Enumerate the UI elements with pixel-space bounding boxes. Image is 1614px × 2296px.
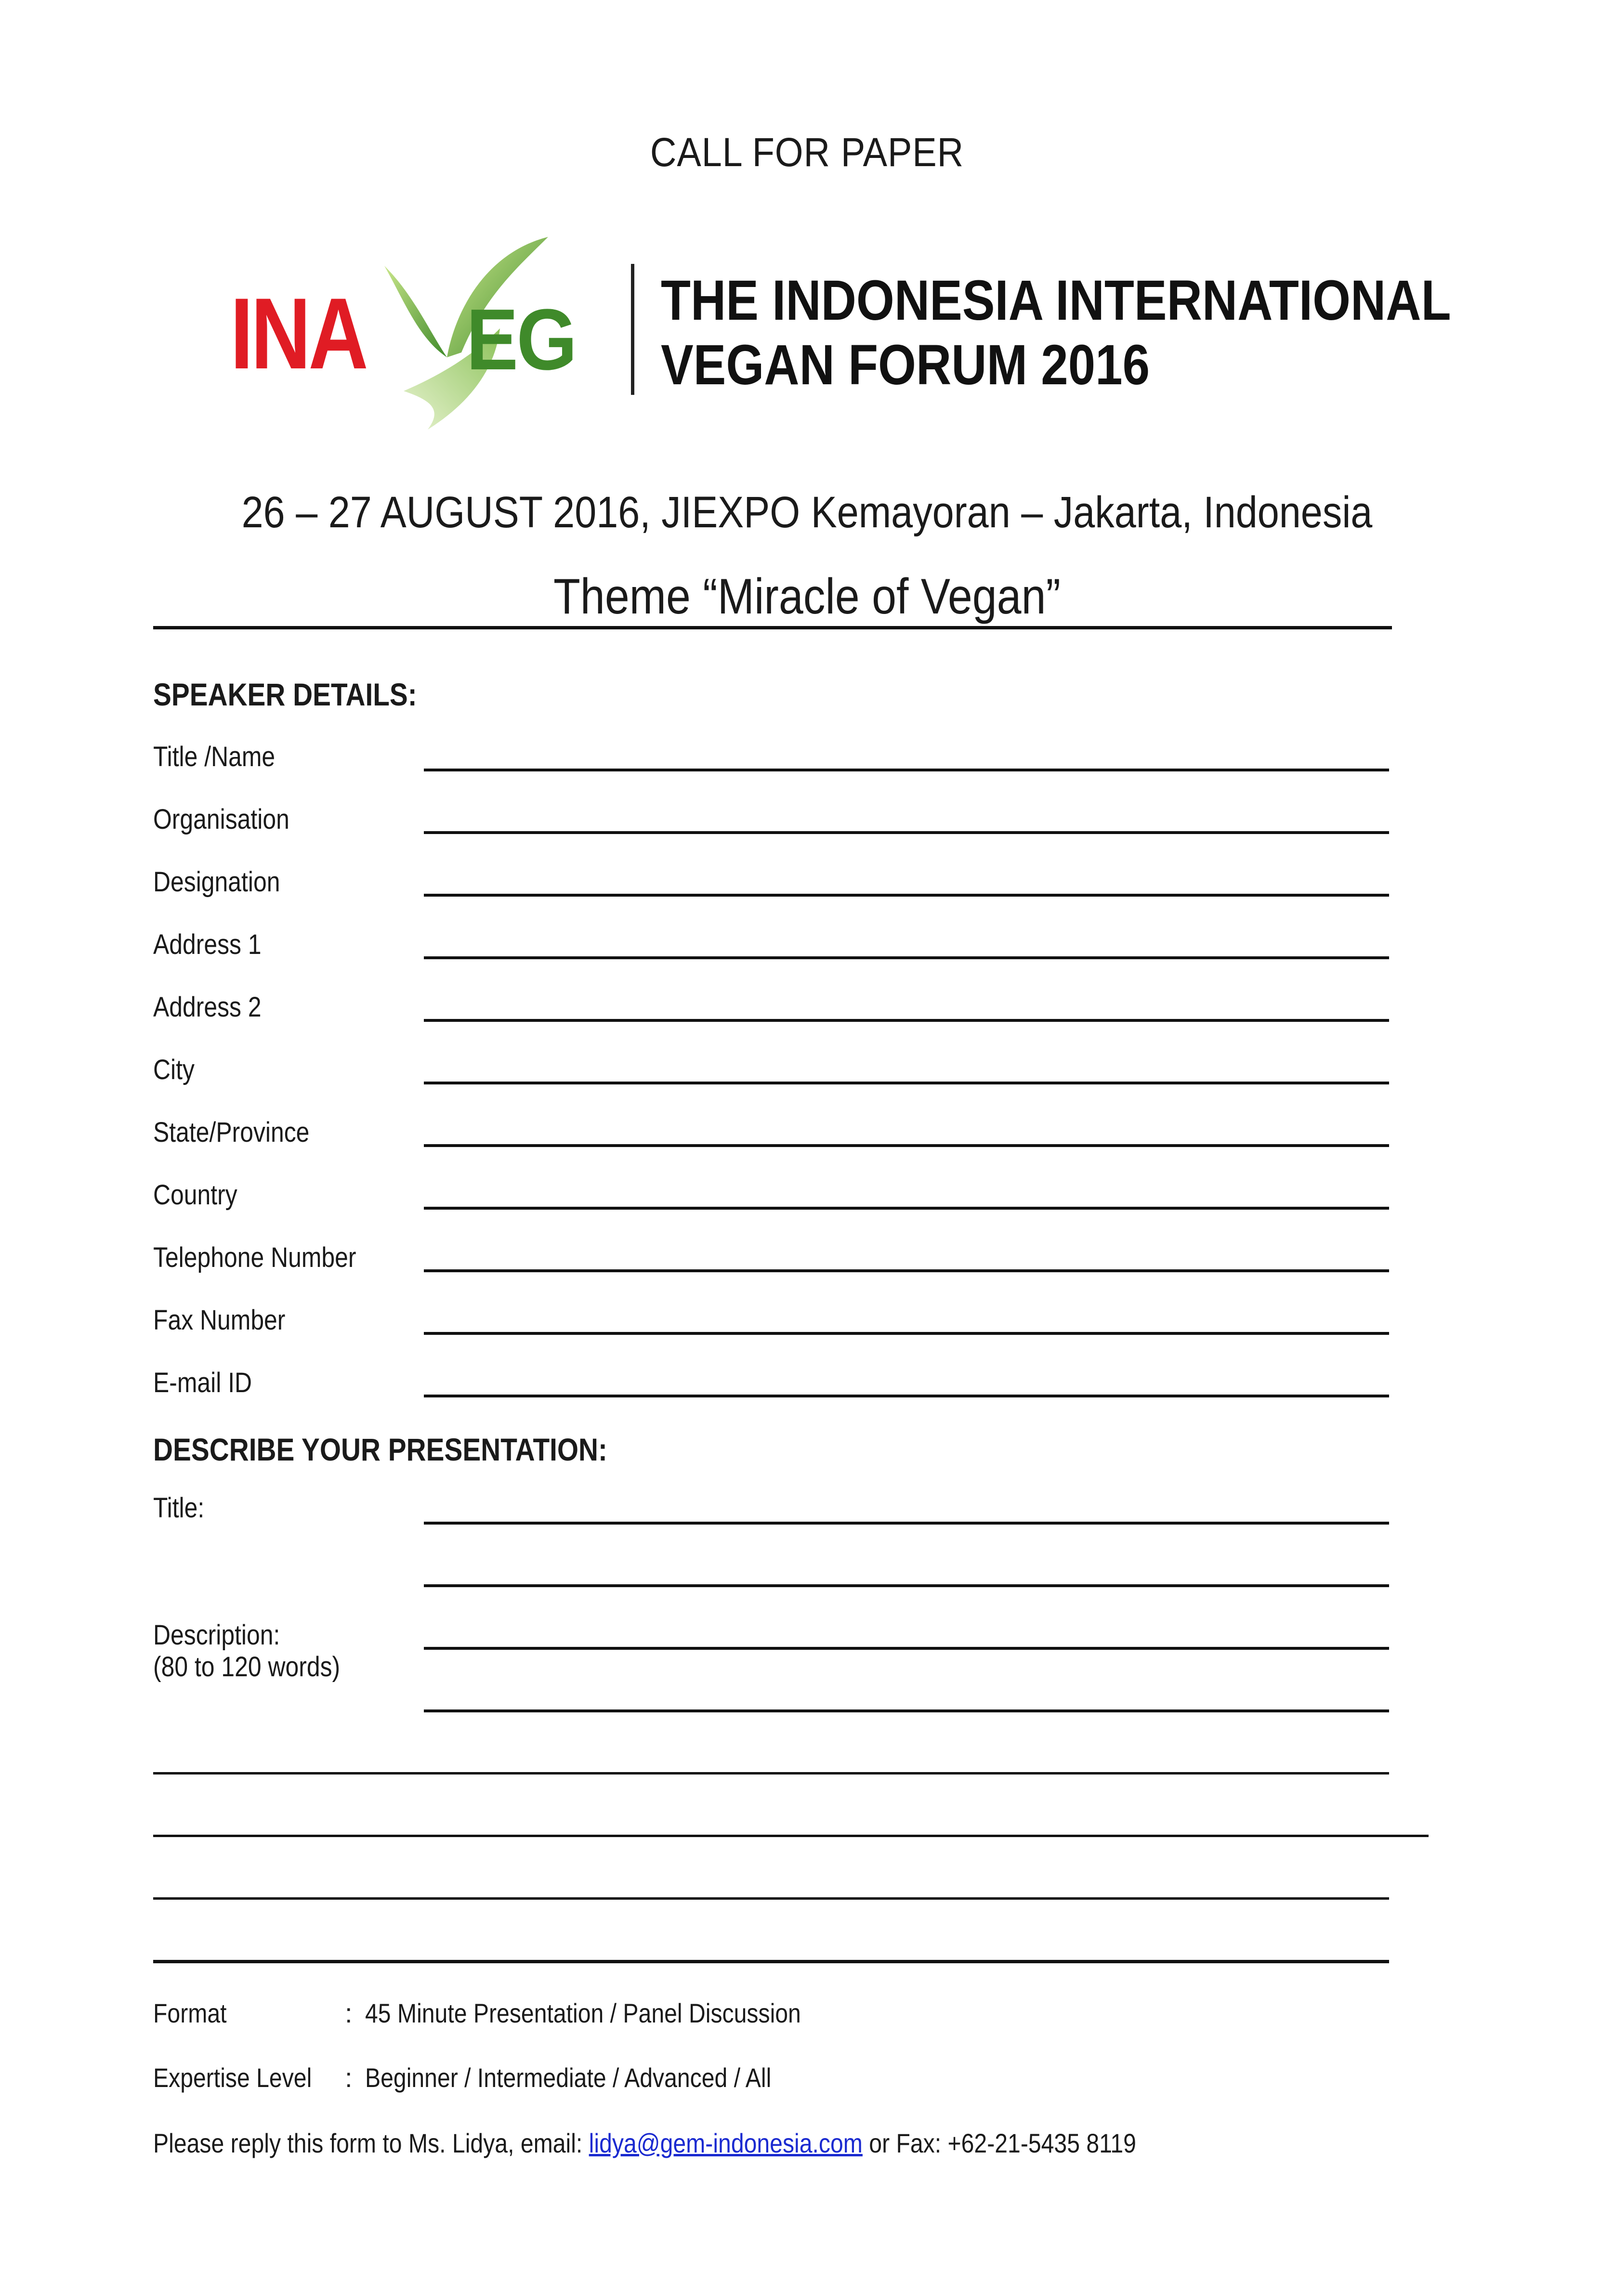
presentation-heading: DESCRIBE YOUR PRESENTATION: [153, 1432, 607, 1467]
date-venue: 26 – 27 AUGUST 2016, JIEXPO Kemayoran – Jakarta, Indonesia [241, 488, 1373, 537]
field-label-address-1: Address 1 [153, 929, 262, 960]
description-line-5[interactable] [153, 1897, 1389, 1900]
field-line-address-1[interactable] [424, 956, 1389, 959]
field-label-address-2: Address 2 [153, 991, 262, 1023]
presentation-title-line-1[interactable] [424, 1522, 1389, 1525]
field-line-country[interactable] [424, 1207, 1389, 1210]
field-label-country: Country [153, 1179, 237, 1211]
field-line-title-name[interactable] [424, 769, 1389, 771]
field-line-address-2[interactable] [424, 1019, 1389, 1022]
format-value: 45 Minute Presentation / Panel Discussion [365, 1998, 801, 2028]
logo-divider [631, 264, 634, 395]
field-line-fax[interactable] [424, 1332, 1389, 1335]
field-label-city: City [153, 1054, 195, 1085]
call-for-paper-title: CALL FOR PAPER [650, 130, 964, 175]
field-label-title-name: Title /Name [153, 741, 276, 772]
field-label-fax: Fax Number [153, 1305, 286, 1336]
expertise-label: Expertise Level [153, 2062, 312, 2093]
reply-prefix: Please reply this form to Ms. Lidya, email: [153, 2128, 589, 2158]
expertise-value: Beginner / Intermediate / Advanced / All [365, 2062, 772, 2093]
reply-suffix: or Fax: +62-21-5435 8119 [862, 2128, 1136, 2158]
description-line-2[interactable] [424, 1709, 1389, 1712]
field-line-organisation[interactable] [424, 831, 1389, 834]
field-line-city[interactable] [424, 1082, 1389, 1084]
description-label: Description: [153, 1619, 280, 1651]
field-label-email: E-mail ID [153, 1367, 252, 1398]
logo-text-ina: INA [230, 277, 366, 390]
presentation-title-line-2[interactable] [424, 1584, 1389, 1587]
theme-underline [153, 626, 1392, 629]
description-hint: (80 to 120 words) [153, 1651, 341, 1683]
reply-email-link[interactable]: lidya@gem-indonesia.com [589, 2128, 863, 2158]
inaveg-logo [230, 232, 616, 434]
description-line-4[interactable] [153, 1835, 1429, 1837]
description-line-1[interactable] [424, 1647, 1389, 1650]
field-label-designation: Designation [153, 866, 280, 898]
format-colon: : [345, 1998, 353, 2028]
format-label: Format [153, 1998, 227, 2028]
field-label-telephone: Telephone Number [153, 1242, 356, 1273]
logo-text-eg: EG [466, 291, 576, 388]
field-label-organisation: Organisation [153, 804, 289, 835]
field-line-email[interactable] [424, 1395, 1389, 1397]
field-line-state-province[interactable] [424, 1144, 1389, 1147]
field-line-telephone[interactable] [424, 1269, 1389, 1272]
description-line-6[interactable] [153, 1960, 1389, 1963]
speaker-details-heading: SPEAKER DETAILS: [153, 677, 417, 712]
field-label-state-province: State/Province [153, 1117, 310, 1148]
field-line-designation[interactable] [424, 894, 1389, 897]
expertise-colon: : [345, 2062, 353, 2093]
forum-title-line-2: VEGAN FORUM 2016 [661, 333, 1150, 397]
reply-instructions [153, 2127, 1136, 2159]
presentation-title-label: Title: [153, 1492, 205, 1524]
forum-title-line-1: THE INDONESIA INTERNATIONAL [661, 269, 1451, 332]
theme-title: Theme “Miracle of Vegan” [553, 569, 1061, 625]
description-line-3[interactable] [153, 1772, 1389, 1774]
